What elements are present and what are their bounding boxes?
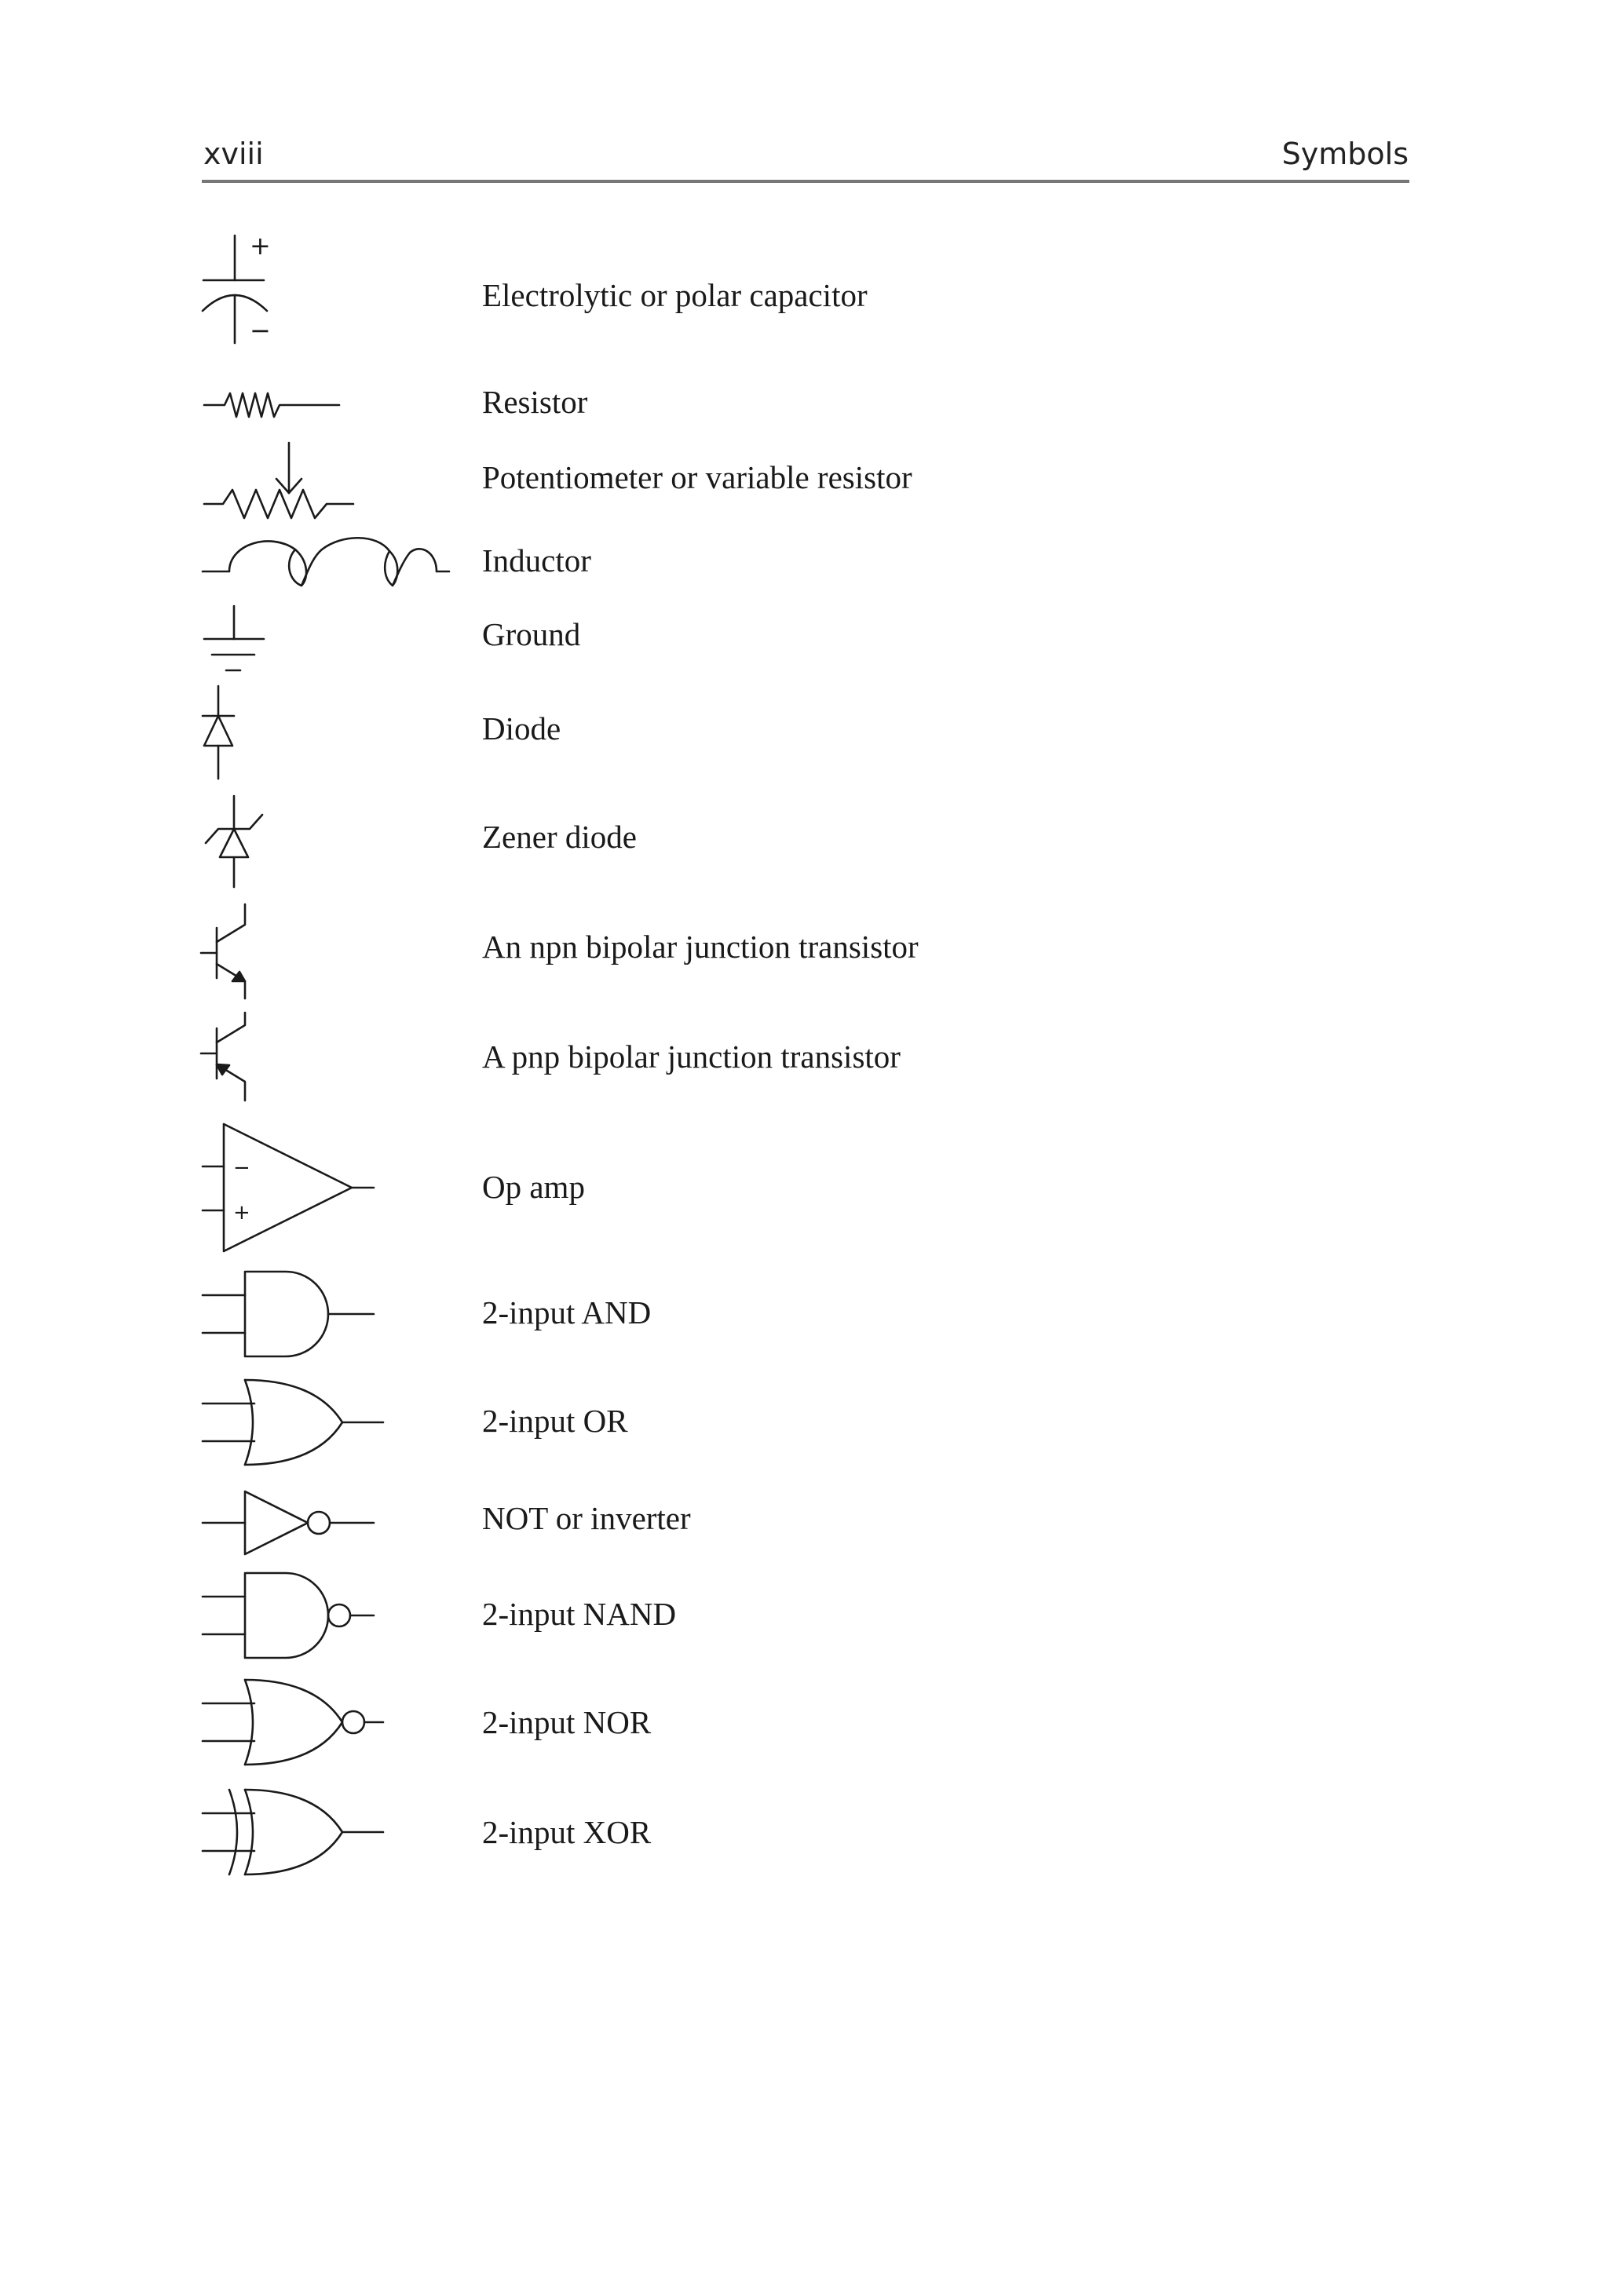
label-xor-gate: 2-input XOR	[482, 1814, 652, 1850]
ground-icon	[201, 606, 280, 677]
or-gate-icon	[196, 1374, 393, 1476]
op-amp-plus-sign: +	[233, 1201, 250, 1225]
label-pnp-transistor: A pnp bipolar junction transistor	[482, 1038, 901, 1075]
label-diode: Diode	[482, 710, 561, 746]
label-nand-gate: 2-input NAND	[482, 1596, 677, 1632]
op-amp-minus-sign: −	[233, 1156, 250, 1180]
npn-transistor-icon	[198, 901, 269, 1003]
pnp-transistor-icon	[198, 1011, 269, 1113]
potentiometer-icon	[201, 436, 366, 531]
label-or-gate: 2-input OR	[482, 1403, 628, 1439]
capacitor-plus-sign: +	[250, 231, 271, 261]
label-nor-gate: 2-input NOR	[482, 1704, 652, 1740]
label-zener-diode: Zener diode	[482, 819, 637, 855]
label-not-gate: NOT or inverter	[482, 1500, 691, 1536]
label-and-gate: 2-input AND	[482, 1294, 652, 1331]
resistor-icon	[201, 380, 350, 427]
zener-diode-icon	[198, 790, 276, 892]
capacitor-minus-sign: −	[250, 316, 271, 345]
label-inductor: Inductor	[482, 542, 591, 579]
xor-gate-icon	[196, 1783, 393, 1885]
nand-gate-icon	[196, 1568, 385, 1663]
label-ground: Ground	[482, 616, 581, 652]
electrolytic-capacitor-icon	[196, 228, 291, 353]
op-amp-icon	[196, 1118, 385, 1259]
page-number: xviii	[203, 137, 264, 171]
label-potentiometer: Potentiometer or variable resistor	[482, 459, 912, 495]
nor-gate-icon	[196, 1674, 393, 1776]
inductor-icon	[196, 529, 455, 600]
not-gate-icon	[196, 1487, 385, 1565]
and-gate-icon	[196, 1267, 385, 1361]
label-npn-transistor: An npn bipolar junction transistor	[482, 929, 919, 965]
label-op-amp: Op amp	[482, 1169, 585, 1205]
label-electrolytic-capacitor: Electrolytic or polar capacitor	[482, 277, 868, 313]
label-resistor: Resistor	[482, 384, 588, 420]
diode-icon	[198, 681, 261, 783]
header-rule	[202, 180, 1409, 183]
section-title: Symbols	[1281, 137, 1409, 171]
